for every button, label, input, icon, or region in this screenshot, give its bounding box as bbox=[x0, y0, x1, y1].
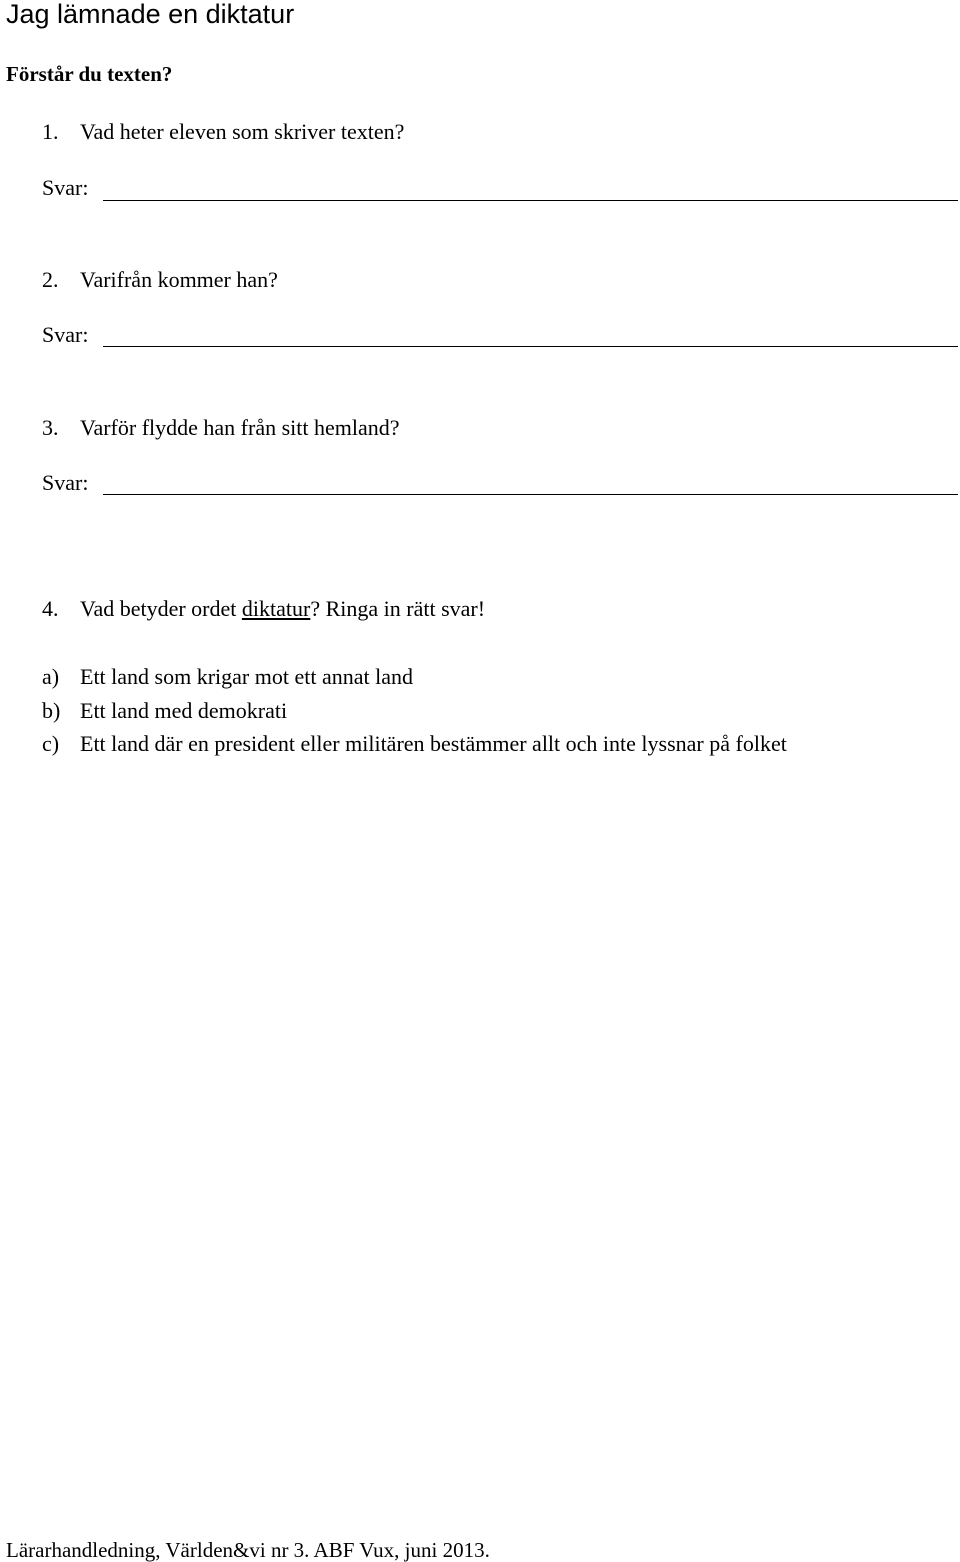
answer-2-line[interactable] bbox=[103, 346, 958, 347]
option-c-letter: c) bbox=[42, 731, 60, 756]
question-4-keyword: diktatur bbox=[241, 596, 311, 621]
question-1-number: 1. bbox=[42, 119, 59, 144]
question-4-number: 4. bbox=[42, 596, 59, 621]
option-b-letter: b) bbox=[42, 698, 61, 723]
answer-1-label: Svar: bbox=[42, 175, 89, 200]
option-a-text[interactable]: Ett land som krigar mot ett annat land bbox=[80, 664, 413, 689]
question-2-number: 2. bbox=[42, 267, 59, 292]
page-footer: Lärarhandledning, Världen&vi nr 3. ABF Vux, juni 2013. bbox=[6, 1538, 490, 1562]
question-4-text-after: ? Ringa in rätt svar! bbox=[310, 596, 486, 621]
question-1-text: Vad heter eleven som skriver texten? bbox=[80, 119, 405, 144]
answer-3-line[interactable] bbox=[103, 494, 958, 495]
question-4-text-before: Vad betyder ordet bbox=[80, 596, 242, 621]
question-2-text: Varifrån kommer han? bbox=[80, 267, 278, 292]
option-b-text[interactable]: Ett land med demokrati bbox=[80, 698, 288, 723]
option-a-letter: a) bbox=[42, 664, 60, 689]
question-3-number: 3. bbox=[42, 415, 59, 440]
answer-1-line[interactable] bbox=[103, 200, 958, 201]
answer-2-label: Svar: bbox=[42, 322, 89, 347]
answer-3-label: Svar: bbox=[42, 470, 89, 495]
question-3-text: Varför flydde han från sitt hemland? bbox=[80, 415, 400, 440]
page-title: Jag lämnade en diktatur bbox=[6, 0, 295, 29]
question-4-text bbox=[80, 597, 485, 621]
section-heading: Förstår du texten? bbox=[6, 62, 173, 86]
option-c-text[interactable]: Ett land där en president eller militären bestämmer allt och inte lyssnar på folket bbox=[80, 731, 787, 756]
